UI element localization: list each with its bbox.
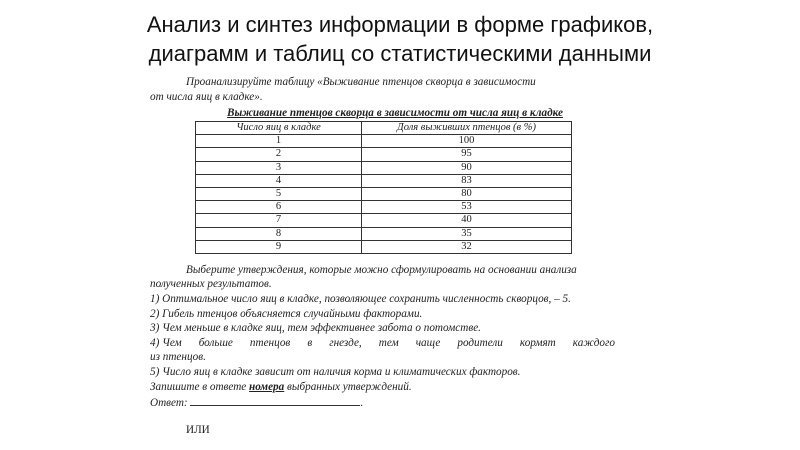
cell-survival: 80 <box>362 187 572 200</box>
task-intro-line-2: от числа яиц в кладке». <box>150 91 263 103</box>
statement-4-word: родители <box>457 336 503 349</box>
task-intro <box>150 75 640 105</box>
table-row <box>196 161 572 174</box>
table-title: Выживание птенцов скворца в зависимости от числа яиц в кладке <box>227 107 563 119</box>
header-eggs: Число яиц в кладке <box>196 122 362 135</box>
answer-row <box>150 394 640 411</box>
statement-4-word: птенцов <box>249 336 291 349</box>
cell-eggs: 8 <box>196 227 362 240</box>
statement-4-word: 4) Чем <box>150 336 182 349</box>
instruction-bold: номера <box>249 380 285 393</box>
statement-1: 1) Оптимальное число яиц в кладке, позволяющее сохранить численность скворцов, – 5. <box>150 293 571 306</box>
cell-survival: 90 <box>362 161 572 174</box>
question-block <box>150 263 640 438</box>
statement-4-word: тем <box>378 336 399 349</box>
cell-eggs: 5 <box>196 187 362 200</box>
cell-survival: 95 <box>362 148 572 161</box>
header-survival: Доля выживших птенцов (в %) <box>362 122 572 135</box>
table-row <box>196 174 572 187</box>
question-line-2: полученных результатов. <box>150 278 272 291</box>
table-row <box>196 201 572 214</box>
slide-title-line-2: диаграмм и таблиц со статистическими данными <box>148 41 652 66</box>
statement-4-word: в <box>307 336 313 349</box>
survival-table <box>195 121 572 254</box>
cell-survival: 83 <box>362 174 572 187</box>
table-row <box>196 187 572 200</box>
statement-4-word: кормят <box>519 336 556 349</box>
statement-5: 5) Число яиц в кладке зависит от наличия корма и климатических факторов. <box>150 366 521 379</box>
or-label: ИЛИ <box>186 423 210 436</box>
cell-eggs: 4 <box>196 174 362 187</box>
table-row <box>196 227 572 240</box>
statement-4 <box>150 336 615 351</box>
statement-4-word: больше <box>198 336 233 349</box>
table-header-row <box>196 122 572 135</box>
cell-eggs: 3 <box>196 161 362 174</box>
statement-2: 2) Гибель птенцов объясняется случайными факторами. <box>150 307 423 320</box>
table-row <box>196 148 572 161</box>
instruction <box>150 380 640 395</box>
cell-eggs: 1 <box>196 135 362 148</box>
answer-label: Ответ: <box>150 397 188 410</box>
cell-eggs: 2 <box>196 148 362 161</box>
cell-survival: 53 <box>362 201 572 214</box>
instruction-pre: Запишите в ответе <box>150 380 250 393</box>
cell-survival: 100 <box>362 135 572 148</box>
task-intro-line-1: Проанализируйте таблицу «Выживание птенцов скворца в зависимости <box>186 76 536 88</box>
cell-survival: 32 <box>362 240 572 253</box>
answer-end: . <box>360 397 364 410</box>
table-row <box>196 214 572 227</box>
table-row <box>196 135 572 148</box>
statement-4-word: гнезде, <box>329 336 362 349</box>
scanned-task <box>150 75 640 437</box>
statement-3: 3) Чем меньше в кладке яиц, тем эффективнее забота о потомстве. <box>150 322 481 335</box>
statement-4-word: чаще <box>415 336 441 349</box>
cell-survival: 35 <box>362 227 572 240</box>
statement-4-word: каждого <box>572 336 615 349</box>
slide-title <box>0 10 800 68</box>
statement-4-continuation: из птенцов. <box>150 351 206 364</box>
slide-title-line-1: Анализ и синтез информации в форме графиков, <box>146 12 654 37</box>
cell-survival: 40 <box>362 214 572 227</box>
cell-eggs: 7 <box>196 214 362 227</box>
question-line-1: Выберите утверждения, которые можно сформулировать на основании анализа <box>186 263 577 276</box>
answer-blank[interactable] <box>190 394 360 406</box>
table-row <box>196 240 572 253</box>
cell-eggs: 9 <box>196 240 362 253</box>
cell-eggs: 6 <box>196 201 362 214</box>
instruction-post: выбранных утверждений. <box>284 380 412 393</box>
